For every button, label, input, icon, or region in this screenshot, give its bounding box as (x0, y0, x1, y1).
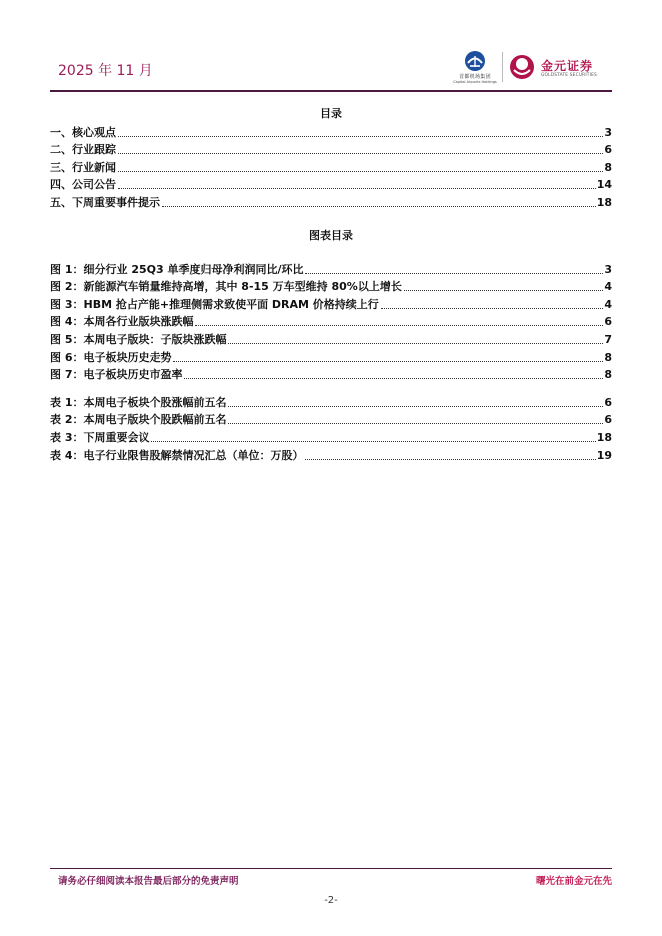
dot-leader (162, 206, 596, 207)
entry-page-number: 6 (604, 413, 612, 427)
chart-entry[interactable] (50, 329, 612, 347)
figures-list (50, 259, 612, 463)
dot-leader (173, 361, 603, 362)
page-number: -2- (324, 895, 338, 906)
dot-leader (228, 406, 603, 407)
entry-page-number: 8 (604, 350, 612, 364)
entry-label: 图 3：HBM 抢占产能+推理侧需求致使平面 DRAM 价格持续上行 (50, 297, 379, 311)
chart-entry[interactable] (50, 294, 612, 312)
dot-leader (404, 290, 604, 291)
capital-airports-name-en: Capital Airports Holdings (453, 80, 497, 84)
table-entry[interactable] (50, 410, 612, 428)
toc-list (50, 122, 612, 210)
capital-airports-logo (452, 50, 498, 84)
header-rule (50, 90, 612, 92)
toc-entry[interactable] (50, 192, 612, 210)
entry-page-number: 4 (604, 297, 612, 311)
dot-leader (305, 273, 603, 274)
entry-label: 二、行业跟踪 (50, 143, 116, 157)
goldstate-logo (507, 52, 607, 82)
entry-page-number: 7 (604, 332, 612, 346)
dot-leader (305, 459, 595, 460)
entry-page-number: 6 (604, 143, 612, 157)
goldstate-name-en: GOLDSTATE SECURITIES (541, 73, 597, 78)
dot-leader (195, 325, 603, 326)
entry-label: 四、公司公告 (50, 178, 116, 192)
toc-entry[interactable] (50, 122, 612, 140)
footer-slogan: 曙光在前金元在先 (535, 876, 612, 887)
logo-divider (502, 52, 503, 82)
entry-label: 图 4：本周各行业版块涨跌幅 (50, 315, 194, 329)
entry-label: 表 1：本周电子板块个股涨幅前五名 (50, 395, 227, 409)
footer-rule (50, 868, 612, 869)
dot-leader (118, 188, 596, 189)
entry-label: 表 4：电子行业限售股解禁情况汇总（单位：万股） (50, 448, 304, 462)
entry-label: 图 1：细分行业 25Q3 单季度归母净利润同比/环比 (50, 262, 304, 276)
entry-page-number: 6 (604, 395, 612, 409)
dot-leader (118, 153, 603, 154)
dot-leader (151, 441, 595, 442)
chart-entry[interactable] (50, 312, 612, 330)
entry-page-number: 3 (604, 262, 612, 276)
entry-label: 图 5：本周电子版块：子版块涨跌幅 (50, 332, 227, 346)
dot-leader (228, 343, 603, 344)
entry-label: 图 6：电子板块历史走势 (50, 350, 172, 364)
entry-page-number: 19 (596, 448, 612, 462)
list-gap (50, 382, 612, 392)
entry-page-number: 14 (596, 178, 612, 192)
entry-label: 五、下周重要事件提示 (50, 195, 160, 209)
entry-page-number: 18 (596, 430, 612, 444)
chart-entry[interactable] (50, 347, 612, 365)
entry-page-number: 18 (596, 195, 612, 209)
entry-page-number: 4 (604, 280, 612, 294)
entry-page-number: 8 (604, 368, 612, 382)
entry-label: 一、核心观点 (50, 125, 116, 139)
toc-entry[interactable] (50, 157, 612, 175)
report-date: 2025 年 11 月 (58, 63, 153, 79)
footer-disclaimer: 请务必仔细阅读本报告最后部分的免责声明 (58, 876, 239, 887)
entry-page-number: 8 (604, 160, 612, 174)
dot-leader (184, 378, 603, 379)
toc-entry[interactable] (50, 140, 612, 158)
chart-entry[interactable] (50, 259, 612, 277)
table-entry[interactable] (50, 427, 612, 445)
table-entry[interactable] (50, 392, 612, 410)
entry-label: 表 3：下周重要会议 (50, 430, 150, 444)
goldstate-name: 金元证券 (541, 59, 594, 73)
dot-leader (381, 308, 604, 309)
dot-leader (118, 171, 603, 172)
entry-label: 表 2：本周电子版块个股跌幅前五名 (50, 413, 227, 427)
entry-page-number: 3 (604, 125, 612, 139)
table-entry[interactable] (50, 445, 612, 463)
goldstate-emblem-icon (507, 52, 537, 82)
capital-airports-name: 首都机场集团 (459, 74, 491, 80)
entry-label: 三、行业新闻 (50, 160, 116, 174)
entry-page-number: 6 (604, 315, 612, 329)
entry-label: 图 2：新能源汽车销量维持高增，其中 8-15 万车型维持 80%以上增长 (50, 280, 402, 294)
dot-leader (228, 423, 603, 424)
entry-label: 图 7：电子板块历史市盈率 (50, 368, 183, 382)
chart-entry[interactable] (50, 365, 612, 383)
toc-entry[interactable] (50, 175, 612, 193)
chart-entry[interactable] (50, 277, 612, 295)
capital-airports-emblem-icon (464, 50, 486, 72)
toc-title: 目录 (320, 107, 342, 120)
dot-leader (118, 136, 603, 137)
figures-title: 图表目录 (309, 229, 353, 242)
